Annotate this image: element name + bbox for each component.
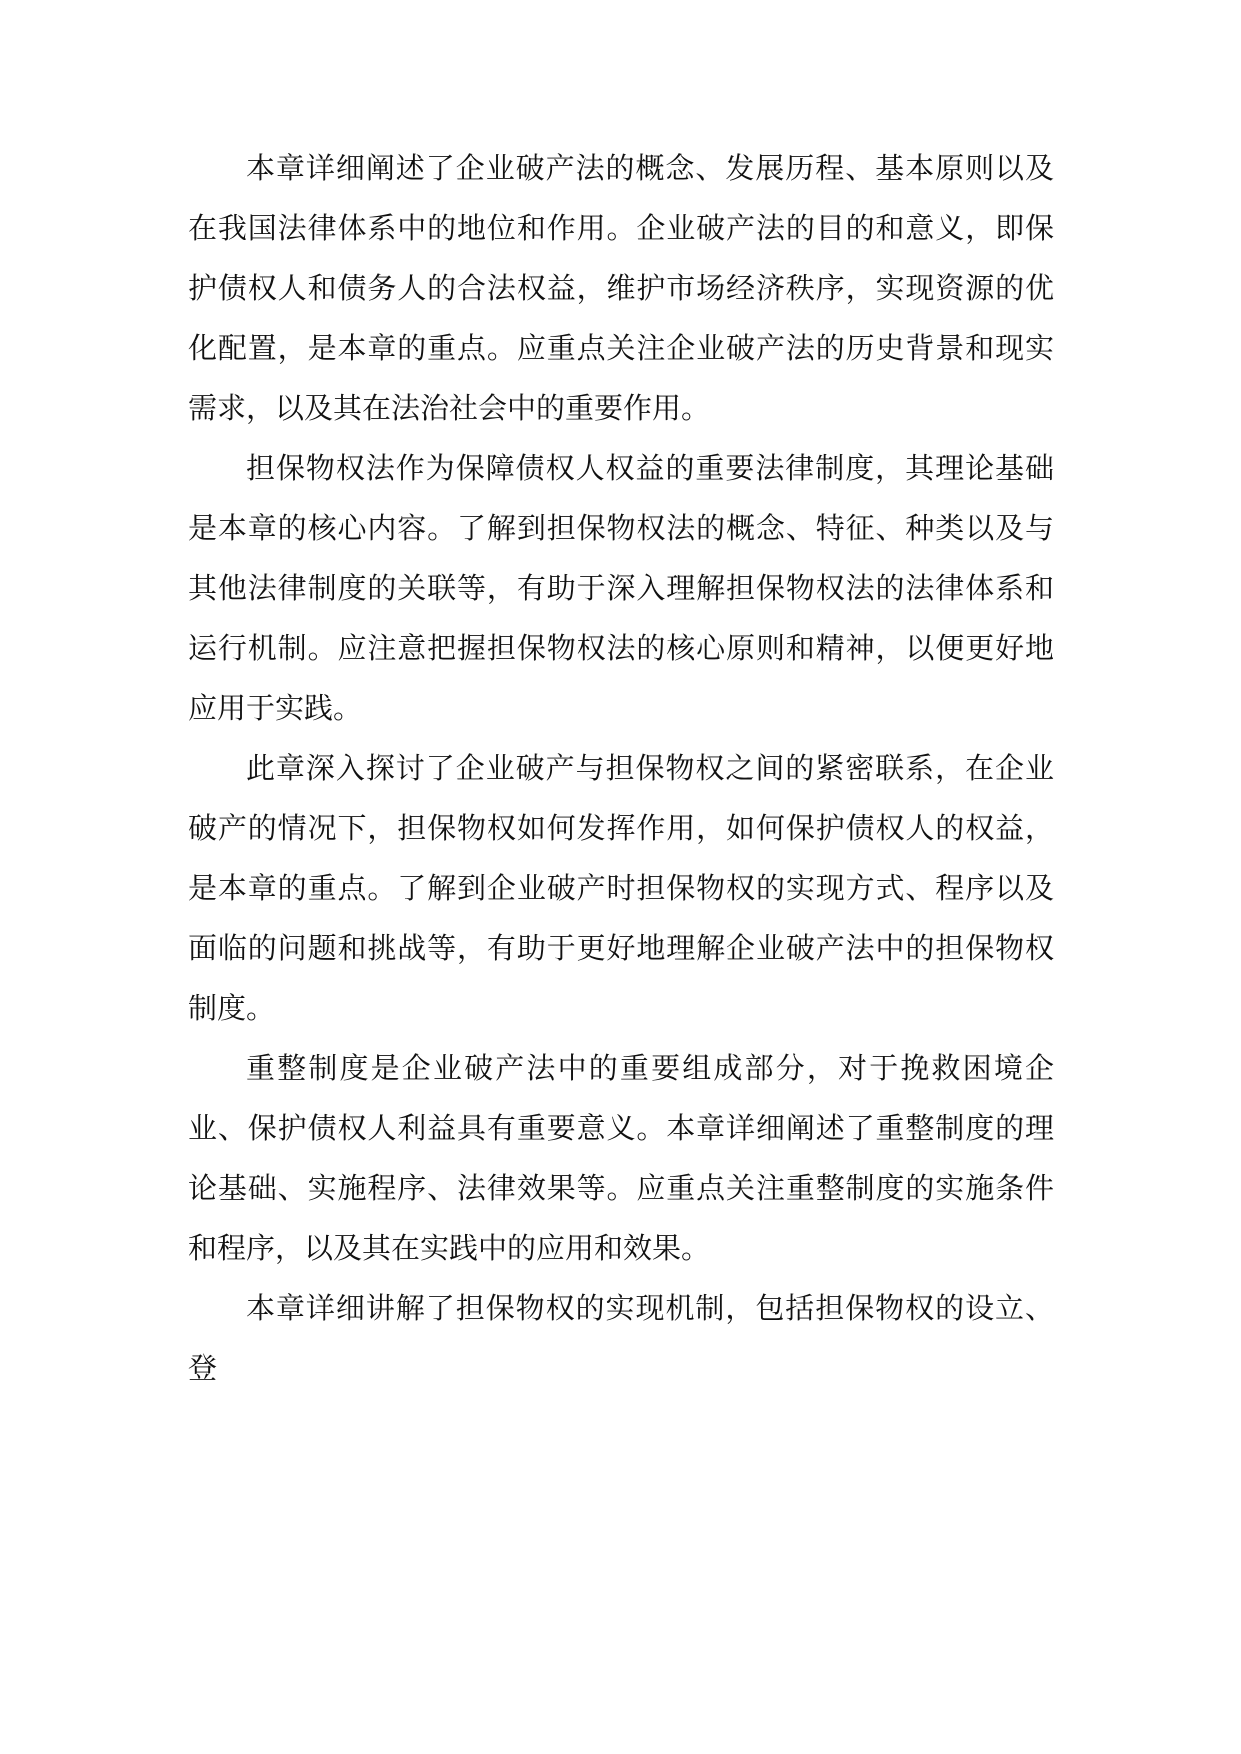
paragraph-bankruptcy-and-security-interest: 此章深入探讨了企业破产与担保物权之间的紧密联系，在企业破产的情况下，担保物权如何发挥作用，如何保护债权人的权益，是本章的重点。了解到企业破产时担保物权的实现方式、程序以及面临的问题和挑战等，有助于更好地理解企业破产法中的担保物权制度。: [188, 751, 1054, 1025]
paragraph-security-interest-enforcement: 本章详细讲解了担保物权的实现机制，包括担保物权的设立、登: [188, 1291, 1054, 1385]
paragraph-reorganization-system: 重整制度是企业破产法中的重要组成部分，对于挽救困境企业、保护债权人利益具有重要意义。本章详细阐述了重整制度的理论基础、实施程序、法律效果等。应重点关注重整制度的实施条件和程序，以及其在实践中的应用和效果。: [188, 1051, 1054, 1265]
paragraph-bankruptcy-law-overview: 本章详细阐述了企业破产法的概念、发展历程、基本原则以及在我国法律体系中的地位和作用。企业破产法的目的和意义，即保护债权人和债务人的合法权益，维护市场经济秩序，实现资源的优化配置，是本章的重点。应重点关注企业破产法的历史背景和现实需求，以及其在法治社会中的重要作用。: [188, 151, 1054, 425]
paragraph-security-interest-law: 担保物权法作为保障债权人权益的重要法律制度，其理论基础是本章的核心内容。了解到担保物权法的概念、特征、种类以及与其他法律制度的关联等，有助于深入理解担保物权法的法律体系和运行机制。应注意把握担保物权法的核心原则和精神，以便更好地应用于实践。: [188, 451, 1054, 725]
document-body: [188, 138, 1054, 1398]
